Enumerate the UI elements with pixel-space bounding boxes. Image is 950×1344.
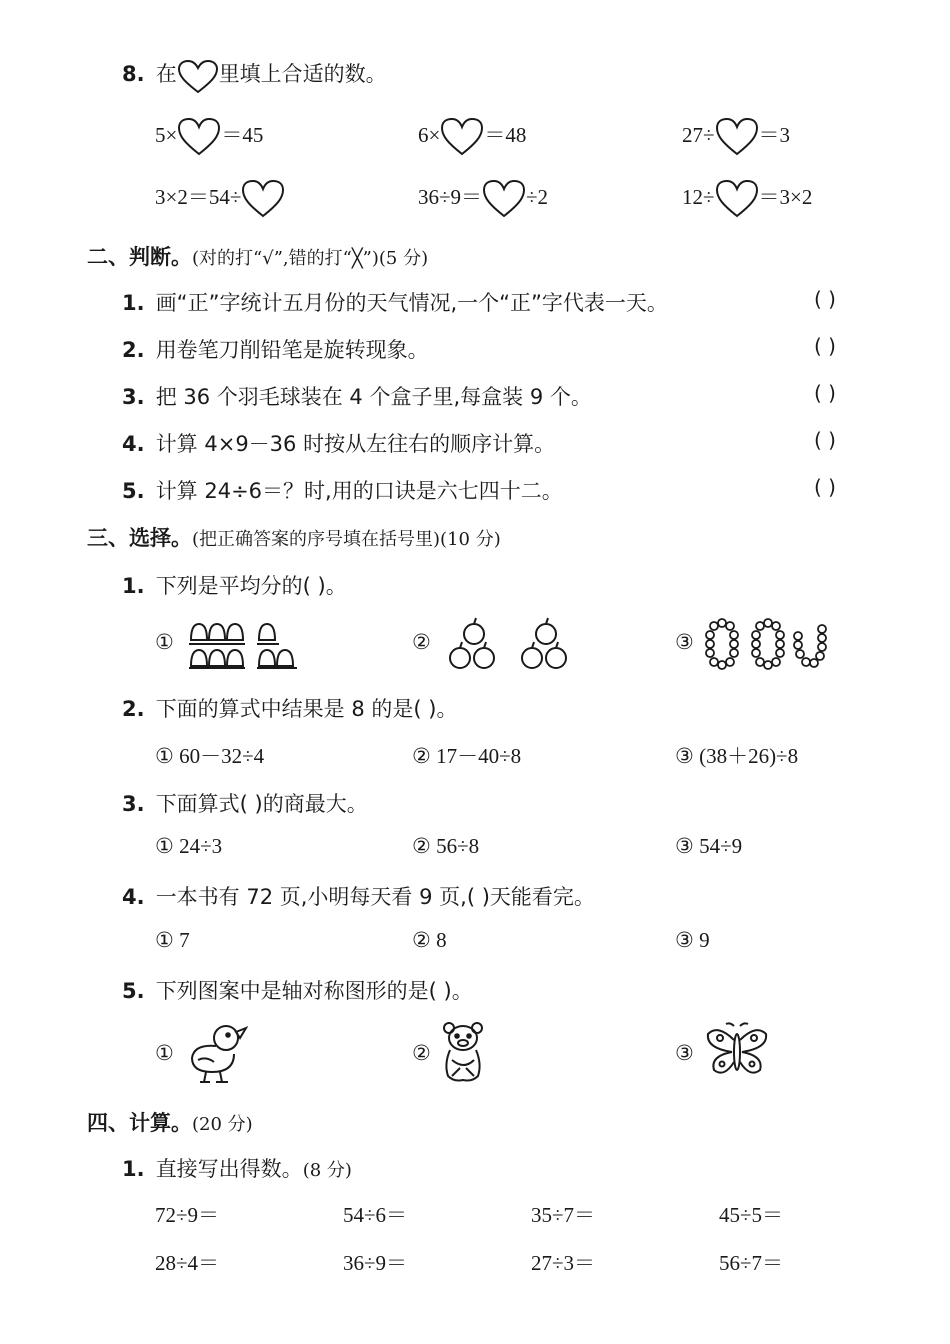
section2-heading (87, 241, 428, 271)
q8-eq-4 (155, 180, 285, 218)
option-label: ③ (675, 1041, 694, 1065)
item-number: 5. (122, 979, 145, 1003)
section2-title: 二、判断。 (87, 245, 192, 269)
heart-blank-icon[interactable] (177, 118, 221, 156)
item-text: 画“正”字统计五月份的天气情况,一个“正”字代表一天。 (155, 291, 668, 315)
q8-eq-5 (418, 180, 548, 218)
item-number: 3. (122, 385, 145, 409)
item-number: 1. (122, 291, 145, 315)
answer-paren[interactable]: ( ) (814, 287, 836, 311)
q1-option-2[interactable] (412, 630, 431, 655)
q3-option-3[interactable]: ③ 54÷9 (675, 834, 743, 858)
section3-heading (87, 522, 501, 552)
eq-right: ÷2 (526, 184, 549, 209)
eq-left: 36÷9＝ (418, 184, 483, 209)
item-text: 下面算式( )的商最大。 (155, 792, 368, 816)
choice-q3 (122, 788, 368, 818)
calc-item[interactable]: 35÷7＝ (531, 1203, 596, 1227)
q8-eq-6 (682, 180, 812, 218)
q8-number: 8. (122, 62, 145, 86)
q8-eq-2 (418, 118, 526, 156)
section2-note: (对的打“√”,错的打“╳”)(5 分) (192, 248, 429, 269)
option-label: ① (155, 1041, 174, 1065)
eq-left: 3×2＝54÷ (155, 184, 242, 209)
eq-right: ＝48 (484, 122, 527, 147)
section3-title: 三、选择。 (87, 526, 192, 550)
item-number: 2. (122, 697, 145, 721)
answer-paren[interactable]: ( ) (814, 475, 836, 499)
answer-paren[interactable]: ( ) (814, 381, 836, 405)
judge-item-1 (122, 287, 668, 317)
choice-q1 (122, 570, 347, 600)
eq-left: 27÷ (682, 122, 715, 147)
q4-option-2[interactable]: ② 8 (412, 928, 447, 952)
q5-option-3[interactable] (675, 1041, 694, 1066)
item-number: 2. (122, 338, 145, 362)
bead-strings-icon (704, 616, 828, 672)
option-label: ② (412, 1041, 431, 1065)
item-number: 4. (122, 432, 145, 456)
section3-note: (把正确答案的序号填在括号里)(10 分) (192, 529, 501, 550)
calc-q1 (122, 1153, 352, 1183)
apples-grouped-icon (440, 614, 580, 674)
q3-option-2[interactable]: ② 56÷8 (412, 834, 480, 858)
eq-right: ＝45 (221, 122, 264, 147)
butterfly-icon (704, 1020, 770, 1082)
item-text: 直接写出得数。 (155, 1157, 303, 1181)
eq-left: 12÷ (682, 184, 715, 209)
item-text: 把 36 个羽毛球装在 4 个盒子里,每盒装 9 个。 (155, 385, 592, 409)
heart-blank-icon (177, 60, 219, 94)
q2-option-3[interactable]: ③ (38＋26)÷8 (675, 744, 799, 768)
eq-right: ＝3×2 (758, 184, 813, 209)
item-number: 4. (122, 885, 145, 909)
judge-item-5 (122, 475, 563, 505)
q2-option-1[interactable]: ① 60－32÷4 (155, 744, 265, 768)
heart-blank-icon[interactable] (241, 180, 285, 218)
q1-option-3[interactable] (675, 630, 694, 655)
answer-paren[interactable]: ( ) (814, 428, 836, 452)
q8-prompt-before: 在 (155, 62, 177, 86)
q8-prompt (122, 58, 387, 94)
item-text: 下列图案中是轴对称图形的是( )。 (155, 979, 473, 1003)
teddy-bear-icon (440, 1020, 486, 1084)
calc-item[interactable]: 54÷6＝ (343, 1203, 408, 1227)
q8-eq-3 (682, 118, 790, 156)
q1-option-1[interactable] (155, 630, 174, 655)
item-text: 一本书有 72 页,小明每天看 9 页,( )天能看完。 (155, 885, 595, 909)
section4-title: 四、计算。 (87, 1111, 192, 1135)
item-text: 计算 24÷6＝？时,用的口诀是六七四十二。 (155, 479, 563, 503)
section4-heading (87, 1107, 253, 1137)
q2-option-2[interactable]: ② 17－40÷8 (412, 744, 522, 768)
q5-option-2[interactable] (412, 1041, 431, 1066)
option-label: ① (155, 630, 174, 654)
item-number: 3. (122, 792, 145, 816)
q8-prompt-after: 里填上合适的数。 (218, 62, 387, 86)
judge-item-4 (122, 428, 555, 458)
q4-option-3[interactable]: ③ 9 (675, 928, 710, 952)
judge-item-3 (122, 381, 592, 411)
calc-item[interactable]: 28÷4＝ (155, 1251, 220, 1275)
calc-item[interactable]: 27÷3＝ (531, 1251, 596, 1275)
section4-note: (20 分) (192, 1114, 253, 1135)
heart-blank-icon[interactable] (482, 180, 526, 218)
q3-option-1[interactable]: ① 24÷3 (155, 834, 223, 858)
calc-item[interactable]: 56÷7＝ (719, 1251, 784, 1275)
option-label: ③ (675, 630, 694, 654)
chick-icon (184, 1020, 248, 1086)
item-text: 下列是平均分的( )。 (155, 574, 347, 598)
item-number: 1. (122, 574, 145, 598)
eq-left: 6× (418, 122, 441, 147)
judge-item-2 (122, 334, 429, 364)
answer-paren[interactable]: ( ) (814, 334, 836, 358)
item-text: 计算 4×9－36 时按从左往右的顺序计算。 (155, 432, 556, 456)
q8-eq-1 (155, 118, 263, 156)
calc-item[interactable]: 45÷5＝ (719, 1203, 784, 1227)
calc-item[interactable]: 72÷9＝ (155, 1203, 220, 1227)
calc-item[interactable]: 36÷9＝ (343, 1251, 408, 1275)
item-note: (8 分) (302, 1160, 352, 1181)
choice-q4 (122, 881, 595, 911)
heart-blank-icon[interactable] (440, 118, 484, 156)
item-number: 1. (122, 1157, 145, 1181)
peaches-grouped-icon (185, 616, 315, 672)
choice-q2 (122, 693, 457, 723)
q5-option-1[interactable] (155, 1041, 174, 1066)
eq-left: 5× (155, 122, 178, 147)
heart-blank-icon[interactable] (715, 180, 759, 218)
choice-q5 (122, 975, 473, 1005)
item-number: 5. (122, 479, 145, 503)
q4-option-1[interactable]: ① 7 (155, 928, 190, 952)
heart-blank-icon[interactable] (715, 118, 759, 156)
item-text: 用卷笔刀削铅笔是旋转现象。 (155, 338, 429, 362)
eq-right: ＝3 (758, 122, 791, 147)
option-label: ② (412, 630, 431, 654)
item-text: 下面的算式中结果是 8 的是( )。 (155, 697, 458, 721)
